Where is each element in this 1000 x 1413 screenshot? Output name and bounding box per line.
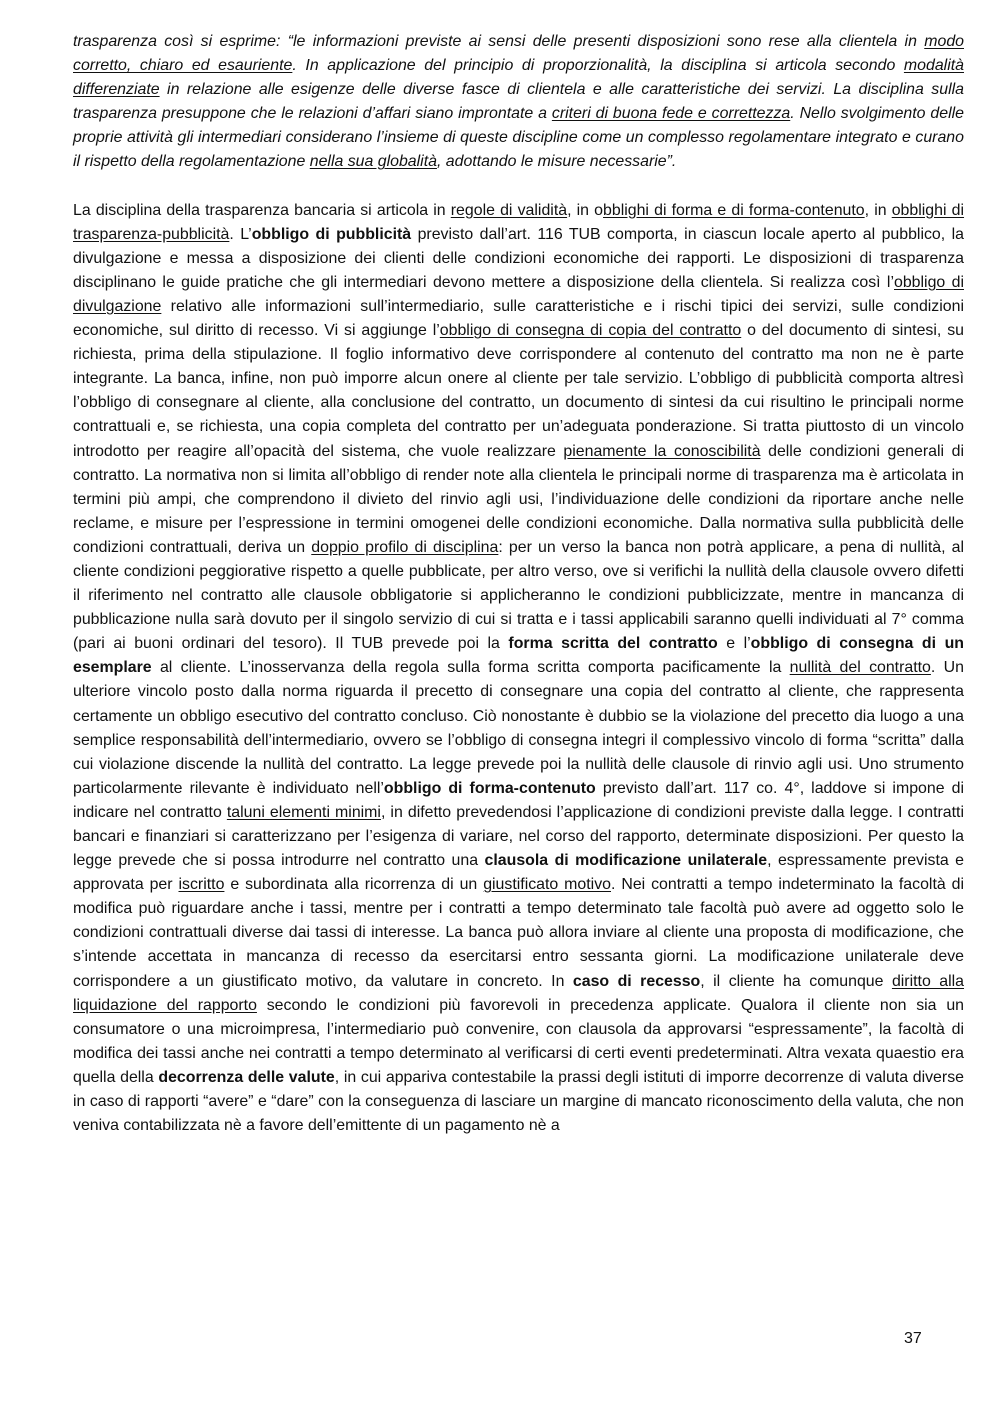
text-run: , in cui appariva contestabile la prassi degli istituti di imporre decorrenze di valuta diverse in caso di rapporti “avere” e “dare” con la conseguenza di lasciare un margine di mancato riconoscimento della valuta, che non veniva contabilizzata nè a favore dell’emittente di un pagamento nè a: [73, 1068, 964, 1135]
underlined-text: modalità differenziate: [73, 57, 964, 99]
text-run: , in difetto prevedendosi l’applicazione di condizioni previste dalla legge. I contratti bancari e finanziari si caratterizzano per l’esigenza di variare, nel corso del rapporto, determinate disposizioni. Per questo la legge prevede che si possa introdurre nel contratto una: [73, 803, 964, 870]
text-run: . Nello svolgimento delle proprie attività gli intermediari considerano l’insieme di queste discipline come un complesso regolamentare integrato e curano il rispetto della regolamentazione: [73, 105, 964, 171]
text-run: secondo le condizioni più favorevoli in precedenza applicate. Qualora il cliente non sia un consumatore o una microimpresa, l’intermediario può convenire, con clausola da approvarsi “espressamente”, la facoltà di modifica dei tassi anche nei contratti a tempo determinato al verificarsi di certi eventi predeterminati. Altra vexata quaestio era quella della: [73, 996, 964, 1086]
text-run: e subordinata alla ricorrenza di un: [224, 876, 484, 894]
underlined-text: diritto alla liquidazione del rapporto: [73, 972, 965, 1014]
bold-text: caso di recesso: [572, 972, 701, 990]
underlined-text: modo corretto, chiaro ed esauriente: [73, 33, 964, 75]
text-run: , adottando le misure necessarie”.: [436, 153, 677, 171]
text-run: , il cliente ha comunque: [700, 972, 892, 990]
underlined-text: obbligo di divulgazione: [73, 273, 964, 315]
text-run: o del documento di sintesi, su richiesta, prima della stipulazione. Il foglio informativo deve corrispondere al contenuto del contratto ma non ne è parte integrante. La banca, infine, non può imporre alcun onere al cliente per tale servizio. L’obbligo di pubblicità comporta altresì l’obbligo di consegnare al cliente, alla conclusione del contratto, un documento di sintesi da cui risultino le principali norme contrattuali e, se richiesta, una copia completa del contratto per un’adeguata ponderazione. Si tratta piuttosto di un vincolo introdotto per reagire all’opacità del sistema, che vuole realizzare: [73, 322, 965, 460]
text-run: , in o: [567, 201, 604, 219]
bold-text: obbligo di consegna di un esemplare: [73, 635, 964, 677]
page-number: 37: [904, 1330, 922, 1347]
underlined-text: iscritto: [178, 876, 225, 894]
text-run: al cliente. L’inosservanza della regola sulla forma scritta comporta pacificamente la: [151, 659, 790, 677]
text-run: relativo alle informazioni sull’intermediario, sulle caratteristiche e i rischi tipici dei servizi, sulle condizioni economiche, sul diritto di recesso. Vi si aggiunge l’: [73, 297, 964, 340]
underlined-text: obblighi di trasparenza-pubblicità: [73, 201, 965, 243]
underlined-text: pienamente la conoscibilità: [563, 442, 761, 460]
bold-text: forma scritta del contratto: [508, 635, 718, 653]
underlined-text: doppio profilo di disciplina: [311, 538, 499, 556]
underlined-text: nullità del contratto: [789, 659, 931, 677]
underlined-text: bblighi di forma e di forma-contenuto: [603, 201, 865, 219]
bold-text: decorrenza delle valute: [158, 1068, 335, 1086]
text-run: : per un verso la banca non potrà applicare, a pena di nullità, al cliente condizioni peggiorative rispetto a quelle pubblicate, per altro verso, ove si verifichi la nullità della clausole ovvero difetti il riferimento nel contratto alle clausole obbligatorie si applicheranno le condizioni pubblicizzate, mentre in mancanza di pubblicazione nulla sarà dovuto per il singolo servizio di cui si tratta e i tassi applicabili saranno quelli individuati al 7° comma (pari ai buoni ordinari del tesoro). Il TUB prevede poi la: [73, 538, 964, 653]
bold-text: clausola di modificazione unilaterale: [484, 852, 768, 870]
text-run: . Nei contratti a tempo indeterminato la facoltà di modifica può riguardare anche i tassi, mentre per i contratti a tempo determinato tale facoltà può avere ad oggetto solo le condizioni contrattuali diverse dai tassi di interesse. La banca può allora inviare al cliente una proposta di modificazione, che s’intende accettata in mancanza di recesso da esercitarsi entro sessanta giorni. La modificazione unilaterale deve corrispondere a un giustificato motivo, da valutare in concreto. In: [73, 876, 964, 990]
text-run: , in: [864, 201, 892, 219]
body-paragraph: [73, 199, 964, 1139]
text-run: trasparenza così si esprime: “: [73, 33, 294, 50]
text-run: , espressamente prevista e approvata per: [73, 852, 964, 894]
underlined-text: regole di validità: [450, 201, 568, 219]
text-run: delle condizioni generali di contratto. La normativa non si limita all’obbligo di render note alla clientela le principali norme di trasparenza ma è articolata in termini più ampi, che comprendono il divieto del rinvio agli usi, l’individuazione delle condizioni da riportare anche nelle reclame, e misure per l’espressione in termini omogenei delle condizioni economiche. Dalla normativa sulla pubblicità delle condizioni contrattuali, deriva un: [73, 442, 964, 556]
text-run: . Un ulteriore vincolo posto dalla norma riguarda il precetto di consegnare una copia del contratto al cliente, che rappresenta certamente un obbligo esecutivo del contratto concluso. Ciò nonostante è dubbio se la violazione del precetto dia luogo a una semplice responsabilità dell’intermediario, ovvero se l’obbligo di consegna integri il complessivo vincolo di forma “scritta” dalla cui violazione discende la nullità del contratto. La legge prevede poi la nullità delle clausole di rinvio agli usi. Uno strumento particolarmente rilevante è individuato nell’: [73, 659, 964, 797]
text-run: previsto dall’art. 116 TUB comporta, in ciascun locale aperto al pubblico, la divulgazione e messa a disposizione dei clienti delle condizioni economiche dei rapporti. Le disposizioni di trasparenza disciplinano le guide pratiche che gli intermediari devono mettere a disposizione della clientela. Si realizza così l’: [73, 225, 964, 291]
text-run: e l’: [717, 635, 751, 653]
text-run: . L’: [229, 225, 252, 243]
quote-paragraph: [73, 30, 964, 175]
bold-text: obbligo di pubblicità: [251, 225, 412, 243]
text-run: le informazioni previste ai sensi delle presenti disposizioni sono rese alla clientela in: [293, 33, 925, 50]
underlined-text: nella sua globalità: [309, 153, 437, 171]
bold-text: obbligo di forma-contenuto: [383, 779, 596, 797]
text-run: La disciplina della trasparenza bancaria si articola in: [73, 201, 451, 219]
text-run: . In applicazione del principio di proporzionalità, la disciplina si articola secondo: [292, 57, 904, 75]
text-run: in relazione alle esigenze delle diverse fasce di clientela e alle caratteristiche dei servizi. La disciplina sulla trasparenza presuppone che le relazioni d’affari siano improntate a: [73, 81, 964, 123]
document-page: [73, 30, 964, 1138]
underlined-text: obbligo di consegna di copia del contratto: [439, 322, 742, 340]
underlined-text: taluni elementi minimi: [226, 803, 381, 821]
text-run: previsto dall’art. 117 co. 4°, laddove si impone di indicare nel contratto: [73, 779, 964, 821]
underlined-text: criteri di buona fede e correttezza: [551, 105, 791, 123]
underlined-text: giustificato motivo: [483, 876, 611, 894]
